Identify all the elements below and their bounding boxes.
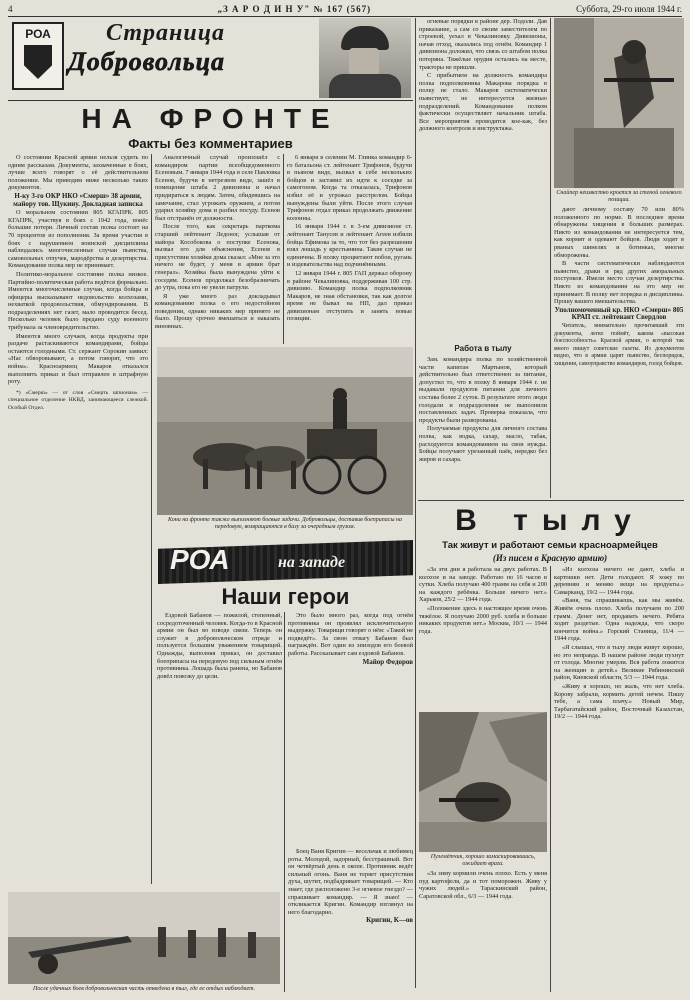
closing-paragraph: Читатель, внимательно прочитавший эти документы, легко поймёт, какова «высокая боеспособность» Красной армии, о которой так много пишут советские газеты. Из документов видно, что в армии царят пьянство, беспорядок, хищения, самоуправство командиров, голод бойцов. <box>554 322 684 367</box>
front-headline: НА ФРОНТЕ <box>81 103 340 134</box>
paragraph: После того, как секретарь парткома старший лейтенант Ледоног, услышав от майора Кособокова о поступке Есенова, вызвал его для объяснения, Есенов в присутствии хозяйки дома сказал: «Мне за это ничего не будет, у меня в армии брат генерал». Хозяйка была вынуждена уйти к соседям. Есенов продолжал безобразничать до утра, пока его не увели патрули. <box>155 223 280 292</box>
article-author: Майор Федоров <box>362 657 413 666</box>
document-signature: Уполномоченный кр. НКО «Смерш» 805 КРАП ст. лейтенант Свердлов <box>554 305 684 322</box>
paragraph: Ездовой Бабанов — пожилой, степенный, сосредоточенный человек. Когда-то в Красной армии он был во взводе связи. Теперь он служит в добровольческом отряде и пользуется большим уважением товарищей. Однажды, выполняя приказ, он доставил боеприпасы на передовую под сильным огнём противника. Лошадь была ранена, но Бабанов довёл повозку до цели. <box>157 612 282 680</box>
letter: «За зиму кормили очень плохо. Есть у меня пуд картофеля, да и тот поморожен. Живу у чужих людей.» Тараскинский район, Саратовской обл., 6/3 — 1944 года. <box>419 870 547 900</box>
footnote: *) «Смерш» — от слов «Смерть шпионам» — специальное отделение НКВД, занимающееся слежкой. Особый Отдел. <box>8 389 148 411</box>
paragraph: Аналогичный случай произошёл с командиром партии всеобщедоменного Есеновым. 7 января 1944 года в селе Павловка Есенов, будучи в нетрезвом виде, зашёл в помещение штаба 2 дивизиона и начал придираться к людям. Затем, обидевшись на замечание, стал угрожать оружием, а потом ударил хозяйку дома и разбил посуду. Есенов был отстранён от должности. <box>155 154 280 222</box>
article-signoff: Кригин, К—ов <box>366 916 413 925</box>
subsection-title: Работа в тылу <box>454 344 512 353</box>
paragraph: Это было много раз, когда под огнём противника он проявлял исключительную выдержку. Товарищи говорят о нём: «Такой не подведёт». За свою отвагу Бабанов был награждён. Вот один из эпизодов его боевой работы. Рассказывает сам ездовой Бабанов. <box>288 612 413 657</box>
rear-subheadline: Так живут и работают семьи красноармейцев <box>442 540 658 551</box>
artillery-photo <box>8 892 280 984</box>
paragraph: огневые порядки в районе дер. Подоли. Дав приказание, а сам со своим заместителем по строевой, уехал в Чекалиновку. Дивизионы, начав отход, оказались под огнём. Командир 1 дивизиона доложил, что связь со штабом полка потеряна. Тяжёлые орудия остались на месте, тракторы не пришли. <box>419 18 547 71</box>
section-title-line1: Страница <box>106 20 226 46</box>
paragraph: дают личному составу 70 или 80% положенного по норме. В последнее время обнаружены хищения в больших размерах. Никто из командования не интересуется тем, как кормят и одевают бойцов. Люди ходят в рваных шинелях и ботинках, многие обморожены. <box>554 206 684 259</box>
intro-paragraph: О состоянии Красной армии нельзя судить по одним рассказам. Документы, захваченные в боях, лучше всего говорят о её действительном положении. Мы приводим ниже несколько таких документов. <box>8 154 148 192</box>
paragraph: О моральном состоянии 805 КГАПРК. 805 КГАПРК, участвуя в боях с 1942 года, понёс большие потери. Личный состав полка состоит на 70 процентов из пополнения. За время участия в боях с нарушением воинской дисциплины наблюдались многочисленные случаи пьянства, самовольных отлучек, мародёрства и дезертирства. Командование полка мер не принимает. <box>8 209 148 270</box>
machine-gunner-caption: Пулемётчик, хорошо замаскировавшись, ожидает врага. <box>430 854 536 867</box>
heroes-column-a <box>157 612 282 867</box>
roa-emblem <box>12 22 64 90</box>
letters-column-a2 <box>419 870 547 992</box>
paragraph: 12 января 1944 г. 805 ГАП держал оборону в районе Чекалиновка, поддерживая 100 стр. дивизию. Командир полка подполковник Макаров, не зная обстановки, так как долгое время не бывал на НП, дал приказ дивизионам отступить и занять новые позиции. <box>287 269 412 323</box>
article-column-2 <box>155 154 280 344</box>
heroes-column-b <box>288 612 413 844</box>
rear-headline: В тылу <box>455 504 645 537</box>
banner-west-text: на западе <box>278 554 346 571</box>
front-subheadline: Факты без комментариев <box>128 136 293 151</box>
letter: «Я слышал, что в тылу люди живут хорошо, но это неправда. В нашем районе люди пухнут от голода. Многие умерли. Вся работа ложится на женщин и детей.» Великие Рябининский район, Киевской области, 5/3 — 1944 года. <box>554 643 684 682</box>
article-column-5 <box>554 206 684 498</box>
section-title-line2: Добровольца <box>68 47 226 76</box>
soldier-illustration <box>319 18 411 98</box>
banner-roa-text: РОА <box>170 544 230 575</box>
paragraph: С прибытием на должность командира полка подполковника Макарова порядка в полку не стало. Макаров систематически пьянствует, не интересуется жизнью подразделений. Командование полком фактически осуществляет начальник штаба. Все мероприятия проводятся кое-как, без должного контроля и инструктажа. <box>419 72 547 133</box>
article-column-4b <box>419 356 547 498</box>
letter: «Из колхоза ничего не дают, хлеба и картошки нет. Дети голодают. Я хожу по деревням и меняю вещи на продукты.» Самарканд, 19/2 — 1944 года. <box>554 566 684 596</box>
paragraph: Получаемые продукты для личного состава полка, как водка, сахар, масло, табак, расходуются командованием на свои нужды. Бойцы получают урезанный паёк, нередко без жиров и сахара. <box>419 425 547 463</box>
horses-cart-photo <box>157 347 413 515</box>
paragraph: Боец Ваня Кригин — весельчак и любимец роты. Молодой, задорный, бесстрашный. Вот он четвёртый день в окопе. Противник ведёт сильный огонь. Ваня не теряет присутствия духа, шутит, подбадривает товарищей. — Кто знает, где расположено 3-е огневое гнездо? — спрашивает командир. — Я знаю! — откликается Кригин. Командир взглянул на него благодарно. <box>288 848 413 916</box>
heroes-column-c <box>288 848 413 988</box>
article-column-1 <box>8 154 148 886</box>
sniper-photo-caption: Снайпер неизвестно кроется за стеной огневого позиции. <box>556 190 682 203</box>
section-title <box>68 20 318 96</box>
masthead <box>8 18 413 101</box>
letters-column-b <box>554 566 684 992</box>
letters-column-a <box>419 566 547 708</box>
shield-icon <box>24 45 52 79</box>
paragraph: Имеются много случаев, когда продукты при раздаче растаскиваются командирами, бойцы остаются голодными. Ст. сержант Сорокин заявил: «Нас обворовывают, а потом говорят, что это война». Красноармеец Макаров отказался выполнить приказ и был отправлен в штрафную роту. <box>8 332 148 386</box>
paper-title: „З А Р О Д И Н У" № 167 (567) <box>217 4 372 14</box>
paragraph: 6 января в селении М. Глинка командир 6-го батальона ст. лейтенант Трифонов, будучи в пьяном виде, вызвал к себе нескольких бойцов и заставил их идти к соседке за самогоном. Когда та отказалась, Трифонов избил её и угрожал расстрелом. Бойцы вынуждены были уйти. После этого случая Трифонов отдал приказ продолжать движение колонны. <box>287 154 412 222</box>
paragraph: Политико-моральное состояние полка низкое. Партийно-политическая работа ведётся формально. Имеются многочисленные случаи, когда бойцы и офицеры высказывают недовольство колхозами, нехваткой продовольствия, обмундирования. В подразделениях нет газет, мало проводится бесед. Несколько человек было предано суду военного трибунала за членовредительство. <box>8 270 148 332</box>
page-number: 4 <box>8 4 13 14</box>
sniper-photo <box>554 18 684 188</box>
rear-from-letters: (Из писем в Красную армию) <box>492 553 608 563</box>
letter: «Положение здесь в настоящее время очень тяжёлое. Я получаю 2000 руб. хлеба и больше никаких продуктов нет.» Москва, 10/1 — 1944 года. <box>419 604 547 635</box>
paragraph: В части систематически наблюдаются пьянство, драки и ряд других аморальных поступков. Имели место случаи дезертирства. Никто из командования на это мер не принимает. В полку нет порядка и дисциплины. Прошу вашего вмешательства. <box>554 260 684 306</box>
machine-gunner-photo <box>419 712 547 852</box>
paragraph: Я уже много раз докладывал командованию полка о его недостойном поведении, однако никаких мер принято не было. Прошу срочно вмешаться и наказать виновных. <box>155 292 280 331</box>
paragraph: 16 января 1944 г. в 3-ем дивизионе ст. лейтенант Танусев и лейтенант Агеев избили бойца Ефимова за то, что тот без разрешения взял лошадь у крестьянина. Такие случаи не единичны. В полку процветают побои, ругань и издевательства над подчинёнными. <box>287 223 412 269</box>
roa-west-banner <box>158 540 413 584</box>
page-header <box>8 2 682 17</box>
paragraph: Зам. командира полка по хозяйственной части капитан Мартынов, который действительно был ответственен за питание, допустил то, что в полку 8 января 1944 г. не выдавали продуктов питания для личного состава более 2 суток. В результате этого люди голодали и подразделения не выполнили поставленных задач. Проверка показала, что продукты были разворованы. <box>419 356 547 424</box>
article-column-4 <box>419 18 547 340</box>
document-address: Н-ку 3-го ОКР НКО «Смерш» 38 армии, майору тов. Щукину. Докладная записка <box>13 191 143 208</box>
heroes-title: Наши герои <box>221 584 350 609</box>
issue-date: Суббота, 29-го июля 1944 г. <box>576 4 682 14</box>
emblem-text: РОА <box>25 27 51 41</box>
artillery-photo-caption: После удачных боев добровольческая часть отведена в тыл, где ее отдых наблюдает. <box>33 986 255 992</box>
letter: «За эти дни я работала на двух работах. В колхозе и на заводе. Работаю по 16 часов в сутки. Хлеба получаю 400 грамм на себя и 200 на каждого ребёнка. Больше ничего нет.» Харьков, 25/2 — 1944 года. <box>419 566 547 604</box>
article-column-3 <box>287 154 412 344</box>
horses-photo-caption: Кони на фронте также выполняют боевые задачи. Добровольцы, доставив боеприпасы на передовую, возвращаются в базу за очередным грузом. <box>167 517 403 530</box>
letter: «Живу я хорошо, но жаль, что нет хлеба. Корову забрали, кормить детей нечем. Пишу тебе, а сама плачу.» Новый Мир, Тарбагатайский район, Восточный Казахстан, 19/2 — 1944 года. <box>554 682 684 721</box>
letter: «Ваня, ты спрашиваешь, как мы живём. Живём очень плохо. Хлеба получаем по 200 грамм. Денег нет, продавать нечего. Ребята ходят раздетые. Одна надежда, что скоро кончится война.» Горский Станица, 11/4 — 1944 года. <box>554 597 684 643</box>
